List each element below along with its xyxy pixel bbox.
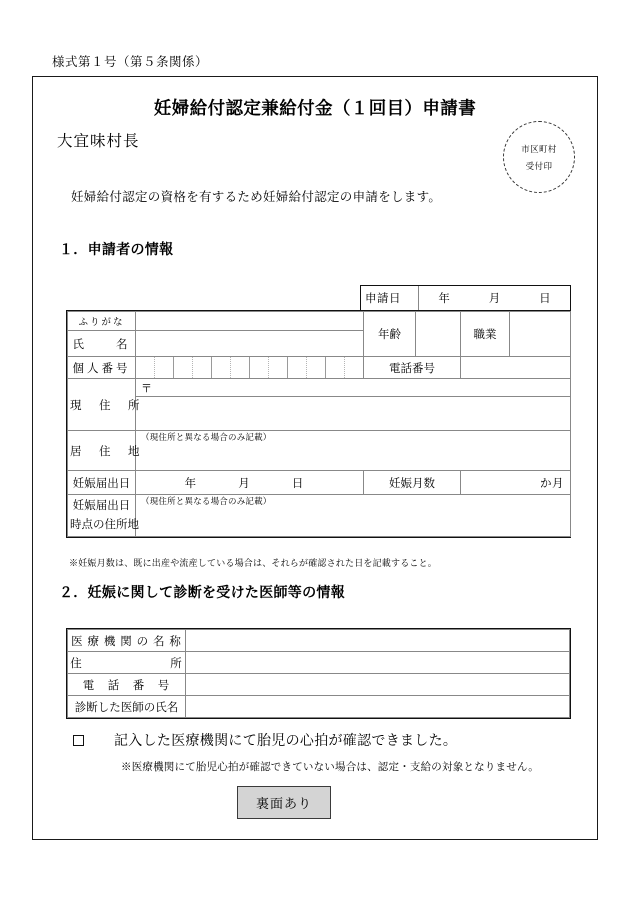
receipt-stamp-circle [503, 121, 575, 193]
name-input[interactable] [136, 331, 364, 357]
application-date-label: 申請日 [361, 286, 419, 310]
pregnancy-day: 日 [291, 477, 305, 490]
furigana-input[interactable] [136, 312, 364, 331]
table-row-doctor-name [68, 696, 570, 718]
table-row-current-address [68, 379, 571, 397]
pregnancy-report-date-input[interactable] [136, 471, 364, 495]
table-row-pregnancy-report-date [68, 471, 571, 495]
mynumber-cell[interactable] [155, 357, 174, 378]
postal-mark-icon: 〒 [141, 382, 152, 395]
report-address-label-line2: 時点の住所地 [70, 518, 139, 531]
medical-info-table [66, 628, 571, 719]
age-label: 年齢 [364, 312, 416, 357]
pregnancy-month: 月 [238, 477, 251, 490]
form-frame [32, 76, 598, 840]
mynumber-cell[interactable] [250, 357, 269, 378]
mynumber-label: 個人番号 [68, 357, 136, 379]
phone-label: 電話番号 [364, 357, 461, 379]
mynumber-input[interactable] [136, 357, 364, 379]
postal-code-input[interactable] [136, 379, 571, 397]
mynumber-cell[interactable] [345, 357, 363, 378]
doctor-name-label: 診断した医師の氏名 [68, 696, 186, 718]
section-heading-applicant: １．申請者の情報 [59, 242, 174, 258]
report-address-note: （現住所と異なる場合のみ記載） [141, 496, 272, 506]
pregnancy-months-label: 妊娠月数 [364, 471, 461, 495]
pregnancy-report-label: 妊娠届出日 [68, 471, 136, 495]
application-date-box [360, 285, 571, 311]
table-row-residence [68, 431, 571, 471]
mynumber-cell[interactable] [136, 357, 155, 378]
medical-address-label: 住 所 [68, 652, 186, 674]
application-date-day[interactable]: 日 [539, 293, 551, 305]
mynumber-cell[interactable] [326, 357, 345, 378]
stamp-line-1: 市区町村 [521, 143, 557, 154]
pregnancy-year: 年 [184, 477, 198, 490]
medical-phone-input[interactable] [186, 674, 570, 696]
mynumber-cell[interactable] [174, 357, 193, 378]
application-date-month[interactable]: 月 [488, 293, 501, 305]
mynumber-cell[interactable] [288, 357, 307, 378]
table-row-report-address [68, 495, 571, 537]
mynumber-cell[interactable] [269, 357, 288, 378]
occupation-input[interactable] [510, 312, 571, 357]
table-row-mynumber [68, 357, 571, 379]
report-address-input[interactable] [136, 495, 571, 537]
applicant-info-table [66, 310, 571, 538]
footnote-heartbeat: ※医療機関にて胎児心拍が確認できていない場合は、認定・支給の対象となりません。 [121, 762, 539, 773]
current-address-input[interactable] [136, 397, 571, 431]
residence-input[interactable] [136, 431, 571, 471]
name-label: 氏 名 [68, 331, 136, 357]
table-row-institution [68, 630, 570, 652]
page-title: 妊婦給付認定兼給付金（１回目）申請書 [153, 99, 477, 119]
institution-label: 医 療 機 関 の 名 称 [68, 630, 186, 652]
table-row-furigana [68, 312, 571, 331]
mynumber-cell[interactable] [193, 357, 212, 378]
age-input[interactable] [416, 312, 461, 357]
mynumber-cell[interactable] [231, 357, 250, 378]
heartbeat-check-line[interactable] [69, 730, 457, 750]
intro-text: 妊婦給付認定の資格を有するため妊婦給付認定の申請をします。 [71, 190, 442, 204]
occupation-label: 職業 [461, 312, 510, 357]
mynumber-cell[interactable] [212, 357, 231, 378]
phone-input[interactable] [461, 357, 571, 379]
report-address-label-line1: 妊娠届出日 [72, 499, 131, 512]
stamp-line-2: 受付印 [525, 160, 553, 171]
table-row-medical-phone [68, 674, 570, 696]
institution-input[interactable] [186, 630, 570, 652]
residence-note: （現住所と異なる場合のみ記載） [141, 432, 272, 442]
section-heading-medical: ２．妊娠に関して診断を受けた医師等の情報 [59, 585, 345, 601]
doctor-name-input[interactable] [186, 696, 570, 718]
report-address-label [68, 495, 139, 537]
form-number: 様式第１号（第５条関係） [52, 55, 209, 69]
furigana-label: ふりがな [68, 312, 136, 331]
application-date-year[interactable]: 年 [438, 293, 450, 305]
medical-address-input[interactable] [186, 652, 570, 674]
mynumber-cell[interactable] [307, 357, 326, 378]
table-row-medical-address [68, 652, 570, 674]
checkbox-icon[interactable] [73, 735, 84, 746]
pregnancy-months-input[interactable]: か月 [461, 471, 571, 495]
current-address-label: 現 住 所 [68, 379, 136, 431]
back-page-button[interactable]: 裏面あり [237, 786, 331, 819]
residence-label: 居 住 地 [68, 431, 136, 471]
heartbeat-check-label: 記入した医療機関にて胎児の心拍が確認できました。 [114, 734, 458, 749]
medical-phone-label: 電 話 番 号 [68, 674, 186, 696]
addressee: 大宜味村長 [57, 133, 140, 150]
footnote-pregnancy-months: ※妊娠月数は、既に出産や流産している場合は、それらが確認された日を記載すること。 [69, 558, 438, 568]
